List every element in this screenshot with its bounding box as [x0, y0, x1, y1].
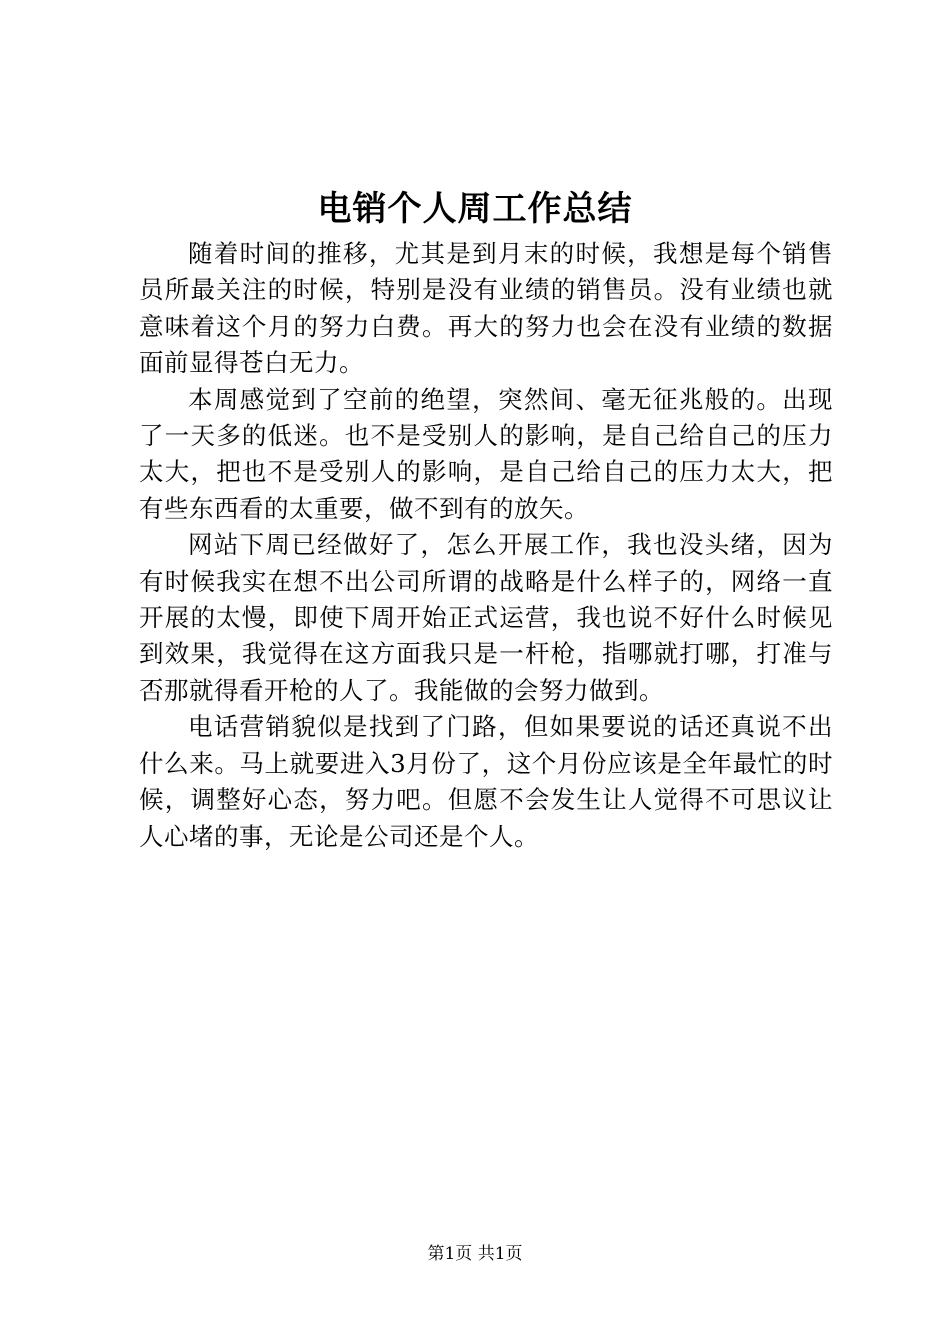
paragraph-4: 电话营销貌似是找到了门路，但如果要说的话还真说不出什么来。马上就要进入3月份了，这个月份应该是全年最忙的时候，调整好心态，努力吧。但愿不会发生让人觉得不可思议让人心堵的事，无论是公司还是个人。 — [139, 712, 833, 851]
page-footer: 第1页 共1页 — [427, 1244, 523, 1264]
paragraph-3: 网站下周已经做好了，怎么开展工作，我也没头绪，因为有时候我实在想不出公司所谓的战略是什么样子的，网络一直开展的太慢，即使下周开始正式运营，我也说不好什么时候见到效果，我觉得在这方面我只是一杆枪，指哪就打哪，打准与否那就得看开枪的人了。我能做的会努力做到。 — [139, 530, 833, 705]
paragraph-2: 本周感觉到了空前的绝望，突然间、毫无征兆般的。出现了一天多的低迷。也不是受别人的影响，是自己给自己的压力太大，把也不是受别人的影响，是自己给自己的压力太大，把有些东西看的太重要，做不到有的放矢。 — [139, 384, 833, 523]
document-body — [139, 236, 833, 855]
paragraph-1: 随着时间的推移，尤其是到月末的时候，我想是每个销售员所最关注的时候，特别是没有业绩的销售员。没有业绩也就意味着这个月的努力白费。再大的努力也会在没有业绩的数据面前显得苍白无力。 — [139, 239, 833, 378]
document-title: 电销个人周工作总结 — [317, 189, 633, 229]
